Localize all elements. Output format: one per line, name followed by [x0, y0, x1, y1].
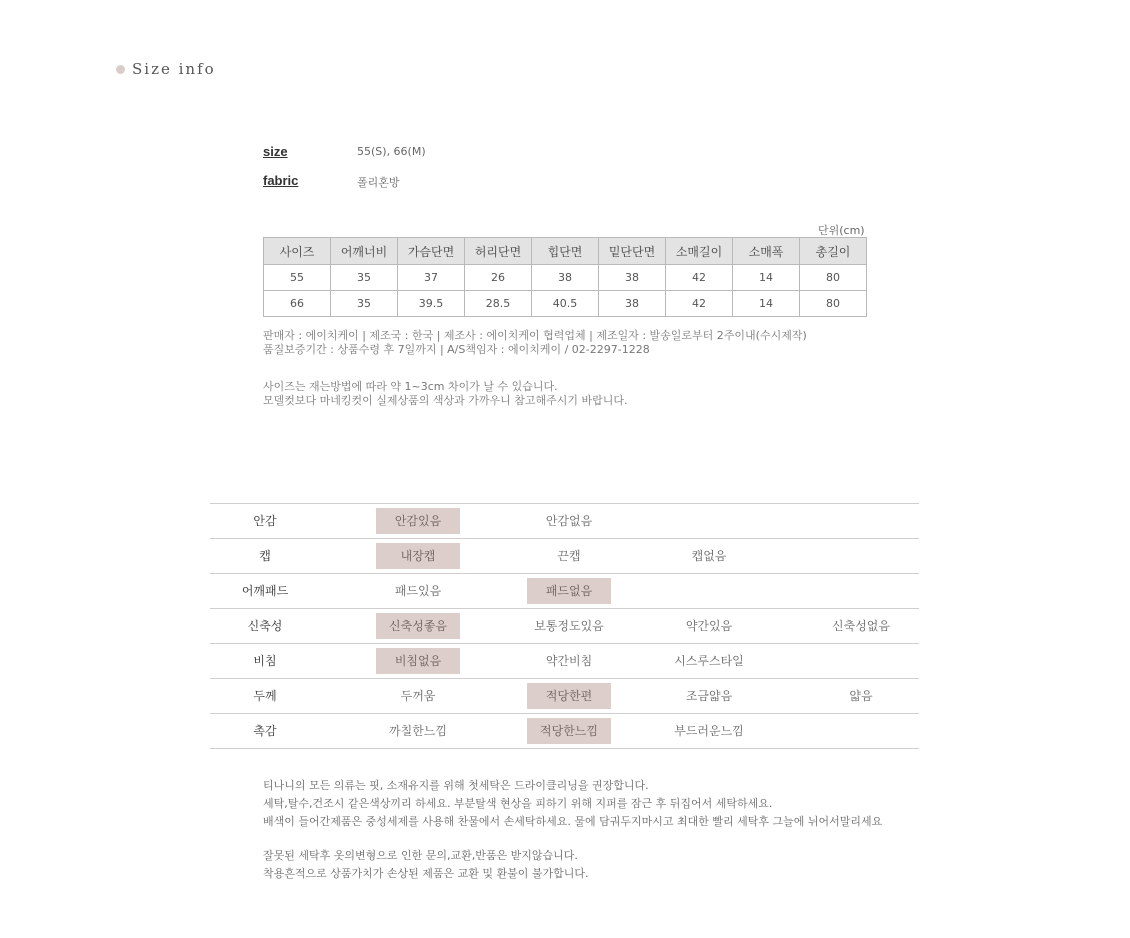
- feature-label: 어깨패드: [241, 584, 289, 598]
- size-table-header-cell: 사이즈: [264, 238, 331, 265]
- feature-label: 촉감: [253, 724, 277, 738]
- measure-note-line: 모델컷보다 마네킹컷이 실제상품의 색상과 가까우니 참고해주시기 바랍니다.: [263, 394, 628, 407]
- size-table-cell: 14: [733, 291, 800, 317]
- size-table: [263, 237, 867, 317]
- feature-option: 두꺼움: [400, 689, 436, 703]
- feature-row: [210, 714, 919, 749]
- fabric-label: fabric: [263, 173, 299, 188]
- feature-label: 두께: [253, 689, 277, 703]
- feature-option: 캡없음: [691, 549, 727, 563]
- bullet-dot-icon: [116, 65, 125, 74]
- size-table-header-cell: 힙단면: [532, 238, 599, 265]
- size-table-cell: 66: [264, 291, 331, 317]
- care-notes: [263, 777, 882, 831]
- fabric-value: 폴리혼방: [357, 176, 400, 189]
- feature-option: 약간있음: [685, 619, 733, 633]
- feature-row: [210, 504, 919, 539]
- feature-row: [210, 644, 919, 679]
- size-table-cell: 38: [599, 265, 666, 291]
- size-table-row: [264, 265, 867, 291]
- size-table-cell: 28.5: [465, 291, 532, 317]
- feature-label: 비침: [253, 654, 277, 668]
- feature-option-selected: 신축성좋음: [376, 613, 460, 639]
- size-label: size: [263, 144, 288, 159]
- size-table-cell: 38: [532, 265, 599, 291]
- seller-info: [263, 329, 807, 357]
- size-table-header-cell: 허리단면: [465, 238, 532, 265]
- care-note-line: 티나니의 모든 의류는 핏, 소재유지를 위해 첫세탁은 드라이클리닝을 권장합니다.: [263, 779, 649, 792]
- feature-option: 얇음: [849, 689, 873, 703]
- section-title: Size info: [132, 60, 216, 78]
- measure-notes: [263, 380, 628, 408]
- feature-option: 부드러운느낌: [674, 724, 744, 738]
- feature-row: [210, 574, 919, 609]
- feature-row: [210, 609, 919, 644]
- care-note-line: 배색이 들어간제품은 중성세제를 사용해 찬물에서 손세탁하세요. 물에 담궈두지마시고 최대한 빨리 세탁후 그늘에 뉘어서말리세요: [263, 815, 883, 828]
- size-table-header: [264, 238, 867, 265]
- size-table-cell: 55: [264, 265, 331, 291]
- size-table-cell: 35: [331, 291, 398, 317]
- return-notes: [263, 847, 589, 883]
- feature-label: 안감: [253, 514, 277, 528]
- care-note-line: 세탁,탈수,건조시 같은색상끼리 하세요. 부분탈색 현상을 피하기 위해 지퍼를 잠근 후 뒤집어서 세탁하세요.: [263, 797, 773, 810]
- feature-option-selected: 내장캡: [376, 543, 460, 569]
- return-note-line: 잘못된 세탁후 옷의변형으로 인한 문의,교환,반품은 받지않습니다.: [263, 849, 578, 862]
- feature-label: 신축성: [247, 619, 283, 633]
- feature-option: 보통정도있음: [534, 619, 604, 633]
- size-table-cell: 40.5: [532, 291, 599, 317]
- section-header: [116, 60, 216, 78]
- feature-option: 끈캡: [557, 549, 581, 563]
- feature-row: [210, 539, 919, 574]
- feature-option: 약간비침: [545, 654, 593, 668]
- return-note-line: 착용흔적으로 상품가치가 손상된 제품은 교환 및 환불이 불가합니다.: [263, 867, 589, 880]
- seller-info-line: 판매자 : 에이치케이 | 제조국 : 한국 | 제조사 : 에이치케이 협력업체 | 제조일자 : 발송일로부터 2주이내(수시제작): [263, 329, 807, 342]
- size-table-header-cell: 밑단단면: [599, 238, 666, 265]
- size-table-header-cell: 총길이: [800, 238, 867, 265]
- feature-option: 조금얇음: [685, 689, 733, 703]
- size-table-cell: 39.5: [398, 291, 465, 317]
- size-table-cell: 42: [666, 265, 733, 291]
- size-table-body: [264, 265, 867, 317]
- size-table-header-cell: 소매폭: [733, 238, 800, 265]
- measure-note-line: 사이즈는 재는방법에 따라 약 1~3cm 차이가 날 수 있습니다.: [263, 380, 558, 393]
- feature-option-selected: 비침없음: [376, 648, 460, 674]
- size-table-cell: 14: [733, 265, 800, 291]
- feature-option: 까칠한느낌: [389, 724, 447, 738]
- feature-option-selected: 적당한느낌: [527, 718, 611, 744]
- size-table-cell: 42: [666, 291, 733, 317]
- feature-row: [210, 679, 919, 714]
- feature-option-selected: 안감있음: [376, 508, 460, 534]
- size-table-row: [264, 291, 867, 317]
- feature-option-selected: 패드없음: [527, 578, 611, 604]
- size-table-header-cell: 어깨너비: [331, 238, 398, 265]
- feature-option: 안감없음: [545, 514, 593, 528]
- size-table-cell: 80: [800, 291, 867, 317]
- feature-option: 시스루스타일: [674, 654, 744, 668]
- seller-info-line: 품질보증기간 : 상품수령 후 7일까지 | A/S책임자 : 에이치케이 / 02-2297-1228: [263, 343, 650, 356]
- feature-table: [210, 503, 919, 749]
- size-table-header-cell: 소매길이: [666, 238, 733, 265]
- unit-label: 단위(cm): [818, 224, 865, 237]
- size-table-cell: 38: [599, 291, 666, 317]
- size-table-cell: 26: [465, 265, 532, 291]
- size-table-cell: 35: [331, 265, 398, 291]
- size-table-cell: 80: [800, 265, 867, 291]
- size-table-cell: 37: [398, 265, 465, 291]
- size-value: 55(S), 66(M): [357, 145, 426, 158]
- size-table-header-cell: 가슴단면: [398, 238, 465, 265]
- feature-option: 신축성없음: [832, 619, 890, 633]
- feature-option-selected: 적당한편: [527, 683, 611, 709]
- feature-label: 캡: [259, 549, 271, 563]
- feature-option: 패드있음: [394, 584, 442, 598]
